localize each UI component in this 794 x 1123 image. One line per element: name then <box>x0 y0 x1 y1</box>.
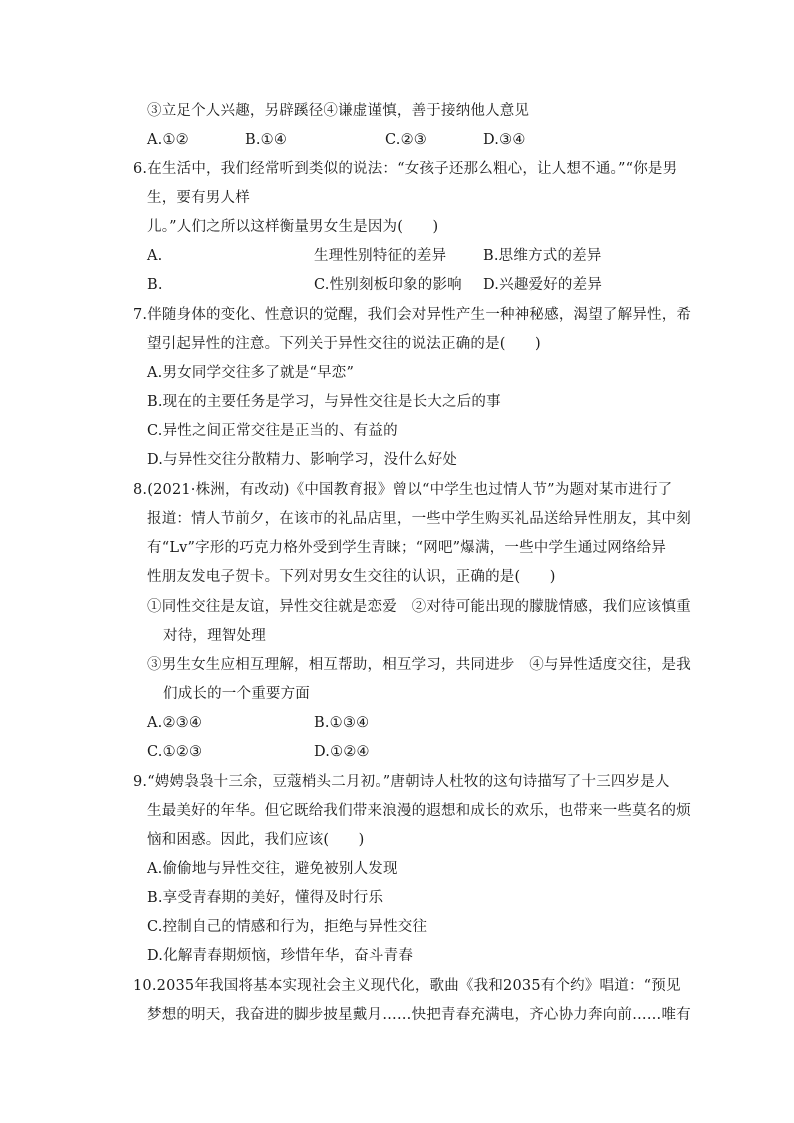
q9-stem-line3: 恼和困惑。因此，我们应该( ) <box>147 832 365 848</box>
q6-option-c[interactable]: C.性别刻板印象的影响 <box>314 277 462 293</box>
q6-stem-line2: 生，要有男人样 <box>147 190 250 206</box>
q7-option-d[interactable]: D.与异性交往分散精力、影响学习，没什么好处 <box>147 452 458 468</box>
q9-option-c[interactable]: C.控制自己的情感和行为，拒绝与异性交往 <box>147 919 428 935</box>
q8-stem-line2: 报道：情人节前夕，在该市的礼品店里，一些中学生购买礼品送给异性朋友，其中刻 <box>147 511 691 527</box>
q9-option-a[interactable]: A.偷偷地与异性交往，避免被别人发现 <box>147 861 398 877</box>
q9-stem-line2: 生最美好的年华。但它既给我们带来浪漫的遐想和成长的欢乐，也带来一些莫名的烦 <box>147 803 691 819</box>
q8-stem-line1: 8.(2021·株洲，有改动)《中国教育报》曾以“中学生也过情人节”为题对某市进行了 <box>133 482 673 498</box>
q5-option-c[interactable]: C.②③ <box>385 132 427 148</box>
q8-stem-line3: 有“Lv”字形的巧克力格外受到学生青睐；“网吧”爆满，一些中学生通过网络给异 <box>147 540 667 556</box>
q5-option-b[interactable]: B.①④ <box>245 132 288 148</box>
q9-stem-line1: 9.“娉娉袅袅十三余，豆蔻梢头二月初。”唐朝诗人杜牧的这句诗描写了十三四岁是人 <box>133 774 670 790</box>
q7-option-b[interactable]: B.现在的主要任务是学习，与异性交往是长大之后的事 <box>147 394 501 410</box>
q6-option-a-text: 生理性别特征的差异 <box>314 248 447 264</box>
q8-statements-1-2: ①同性交往是友谊，异性交往就是恋爱 ②对待可能出现的朦胧情感，我们应该慎重 <box>147 599 691 615</box>
q8-option-a[interactable]: A.②③④ <box>147 715 203 731</box>
q8-option-b[interactable]: B.①③④ <box>314 715 370 731</box>
q7-stem-line2: 望引起异性的注意。下列关于异性交往的说法正确的是( ) <box>147 336 541 352</box>
q8-statements-3-4: ③男生女生应相互理解，相互帮助，相互学习，共同进步 ④与异性适度交往，是我 <box>147 657 691 673</box>
q6-stem-line3: 儿。”人们之所以这样衡量男女生是因为( ) <box>147 219 439 235</box>
q6-option-d[interactable]: D.兴趣爱好的差异 <box>483 277 603 293</box>
q8-statements-3-4-cont: 们成长的一个重要方面 <box>163 686 310 702</box>
q5-statements-3-4: ③立足个人兴趣，另辟蹊径④谦虚谨慎，善于接纳他人意见 <box>147 103 530 119</box>
q7-option-a[interactable]: A.男女同学交往多了就是“早恋” <box>147 365 355 381</box>
q8-stem-line4: 性朋友发电子贺卡。下列对男女生交往的认识，正确的是( ) <box>147 569 556 585</box>
q9-option-d[interactable]: D.化解青春期烦恼，珍惜年华，奋斗青春 <box>147 948 414 964</box>
q10-stem-line2: 梦想的明天，我奋进的脚步披星戴月……快把青春充满电，齐心协力奔向前……唯有 <box>147 1007 691 1023</box>
q6-option-b-label[interactable]: B. <box>147 277 163 293</box>
q6-option-a-label[interactable]: A. <box>147 248 163 264</box>
q8-option-c[interactable]: C.①②③ <box>147 744 203 760</box>
q8-statements-1-2-cont: 对待，理智处理 <box>163 628 266 644</box>
q5-option-d[interactable]: D.③④ <box>483 132 526 148</box>
q10-stem-line1: 10.2035年我国将基本实现社会主义现代化，歌曲《我和2035有个约》唱道：“预见 <box>133 978 681 994</box>
q8-option-d[interactable]: D.①②④ <box>314 744 370 760</box>
q7-stem-line1: 7.伴随身体的变化、性意识的觉醒，我们会对异性产生一种神秘感，渴望了解异性，希 <box>133 307 692 323</box>
q5-option-a[interactable]: A.①② <box>147 132 189 148</box>
q7-option-c[interactable]: C.异性之间正常交往是正当的、有益的 <box>147 423 398 439</box>
q6-stem-line1: 6.在生活中，我们经常听到类似的说法：“女孩子还那么粗心，让人想不通。”“你是男 <box>133 161 678 177</box>
q6-option-b[interactable]: B.思维方式的差异 <box>483 248 602 264</box>
q9-option-b[interactable]: B.享受青春期的美好，懂得及时行乐 <box>147 890 384 906</box>
